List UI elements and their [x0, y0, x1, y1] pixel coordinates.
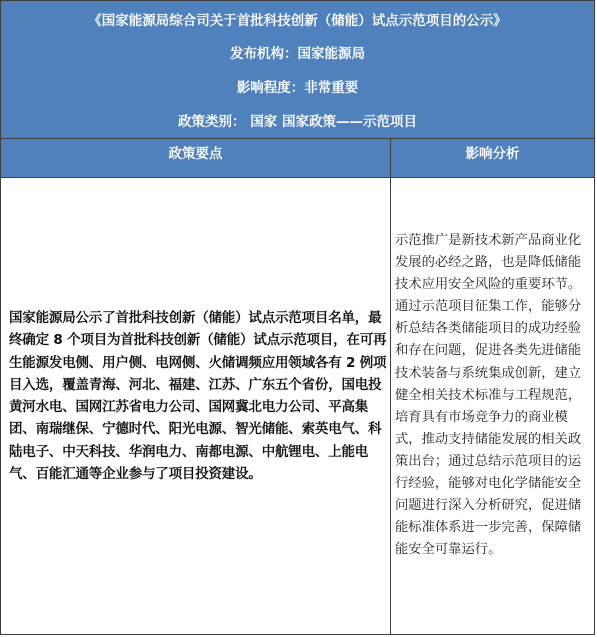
document-title: 《国家能源局综合司关于首批科技创新（储能）试点示范项目的公示》 — [88, 13, 507, 29]
policy-category-line: 政策类别： 国家 国家政策——示范项目 — [178, 114, 417, 130]
table-header — [1, 1, 594, 138]
column-header-impact-analysis: 影响分析 — [391, 139, 594, 177]
impact-level-line: 影响程度：非常重要 — [236, 80, 359, 96]
column-header-policy-points: 政策要点 — [1, 139, 390, 177]
column-header-divider — [1, 177, 594, 178]
publisher-line: 发布机构：国家能源局 — [230, 46, 365, 62]
impact-analysis-text: 示范推广是新技术新产品商业化发展的必经之路，也是降低储能技术应用安全风险的重要环节。通过示范项目征集工作，能够分析总结各类储能项目的成功经验和存在问题，促进各类先进储能技术装备与系统集成创新，建立健全相关技术标准与工程规范，培育具有市场竞争力的商业模式，推动支持储能发展的相关政策出台；通过总结示范项目的运行经验，能够对电化学储能安全问题进行深入分析研究，促进储能标准体系进一步完善，保障储能安全可靠运行。 — [395, 233, 582, 558]
policy-points-text: 国家能源局公示了首批科技创新（储能）试点示范项目名单，最终确定 8 个项目为首批科技创新（储能）试点示范项目，在可再生能源发电侧、用户侧、电网侧、火储调频应用领域各有 2 例项目入选，覆盖青海、河北、福建、江苏、广东五个省份，国电投黄河水电、国网江苏省电力公司、国网冀北电力公司、平高集团、南瑞继保、宁德时代、阳光电源、智光储能、索英电气、科陆电子、中天科技、华润电力、南都电源、中航锂电、上能电气、百能汇通等企业参与了项目投资建设。 — [9, 310, 387, 483]
column-divider — [390, 139, 391, 634]
